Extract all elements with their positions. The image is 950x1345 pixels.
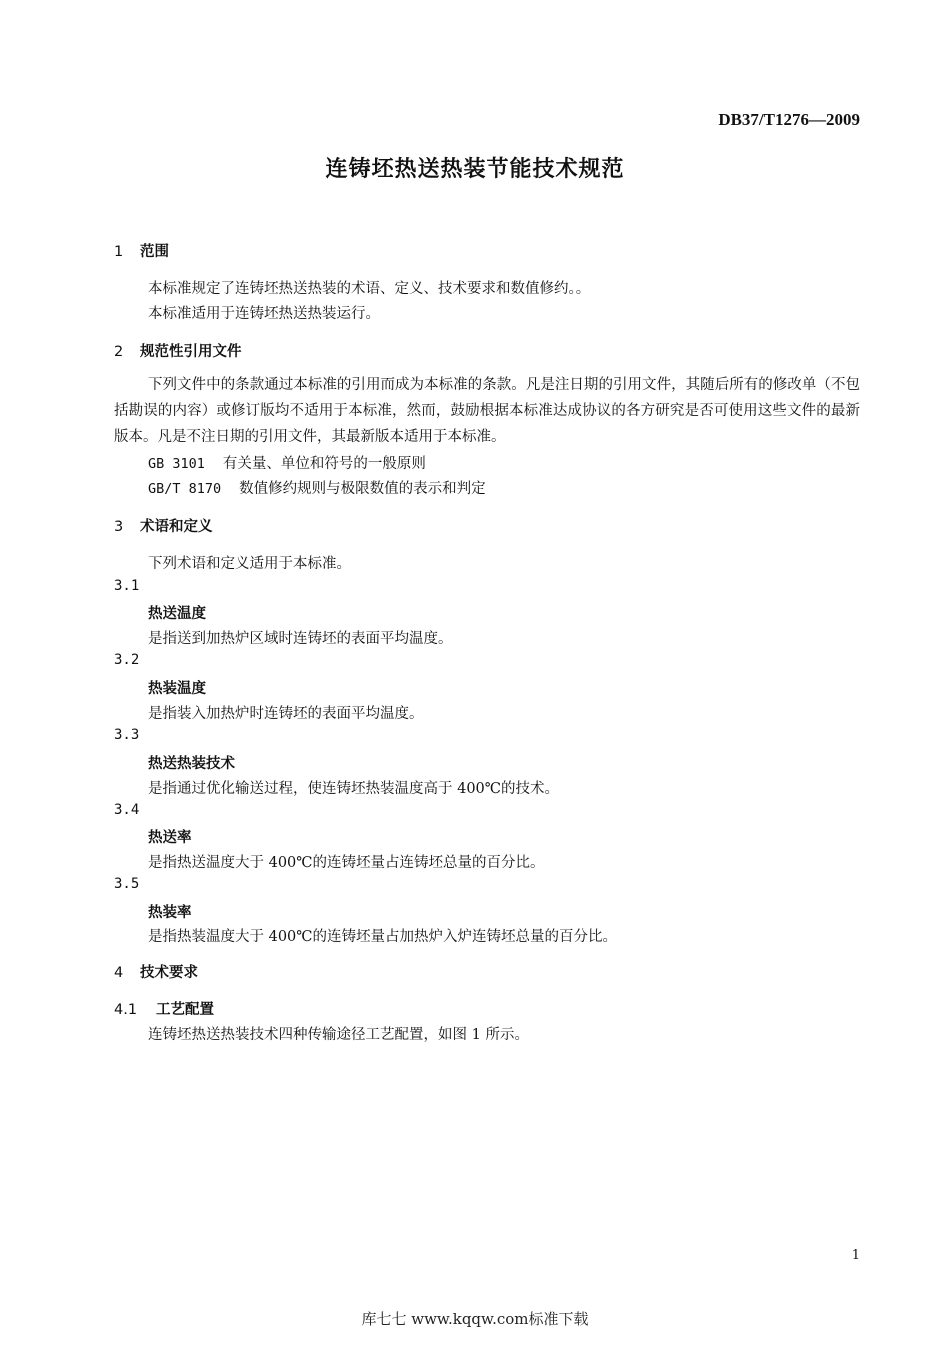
section-title: 规范性引用文件	[140, 344, 242, 360]
term-name: 热送热装技术	[148, 756, 235, 772]
term-name: 热装温度	[148, 681, 206, 697]
reference-code: GB 3101	[148, 456, 205, 472]
section-3-heading	[114, 515, 213, 536]
section-number: 4	[114, 965, 124, 981]
clause-number: 3.1	[114, 578, 140, 594]
term-name: 热送温度	[148, 606, 206, 622]
term-name: 热装率	[148, 905, 192, 921]
section-title: 技术要求	[140, 965, 198, 981]
section-4-heading	[114, 961, 198, 982]
paragraph: 本标准适用于连铸坯热送热装运行。	[148, 306, 380, 322]
subsection-4-1-heading	[114, 998, 214, 1019]
reference-name: 数值修约规则与极限数值的表示和判定	[239, 481, 486, 497]
clause-number: 3.3	[114, 727, 140, 743]
page-number: 1	[851, 1248, 860, 1263]
term-definition: 是指热送温度大于 400℃的连铸坯量占连铸坯总量的百分比。	[148, 855, 545, 871]
term-definition: 是指通过优化输送过程，使连铸坯热装温度高于 400℃的技术。	[148, 781, 560, 797]
reference-name: 有关量、单位和符号的一般原则	[222, 456, 426, 472]
term-name: 热送率	[148, 830, 192, 846]
download-footer: 库七七 www.kqqw.com标准下载	[361, 1310, 589, 1328]
section-2-heading	[114, 340, 242, 361]
reference-code: GB/T 8170	[148, 481, 222, 497]
standard-code: DB37/T1276—2009	[718, 110, 860, 129]
paragraph: 连铸坯热送热装技术四种传输途径工艺配置，如图 1 所示。	[148, 1027, 529, 1043]
clause-number: 3.5	[114, 876, 140, 892]
term-definition: 是指装入加热炉时连铸坯的表面平均温度。	[148, 706, 424, 722]
section-1-heading	[114, 240, 169, 261]
term-definition: 是指送到加热炉区域时连铸坯的表面平均温度。	[148, 631, 453, 647]
paragraph: 下列文件中的条款通过本标准的引用而成为本标准的条款。凡是注日期的引用文件，其随后所有的修改单（不包括勘误的内容）或修订版均不适用于本标准，然而，鼓励根据本标准达成协议的各方研究是否可使用这些文件的最新版本。凡是不注日期的引用文件，其最新版本适用于本标准。	[114, 377, 860, 445]
document-title: 连铸坯热送热装节能技术规范	[325, 157, 625, 182]
paragraph: 本标准规定了连铸坯热送热装的术语、定义、技术要求和数值修约。。	[148, 281, 591, 297]
term-definition: 是指热装温度大于 400℃的连铸坯量占加热炉入炉连铸坯总量的百分比。	[148, 929, 618, 945]
paragraph: 下列术语和定义适用于本标准。	[148, 556, 351, 572]
reference-item	[148, 477, 486, 498]
section-title: 范围	[140, 244, 169, 260]
clause-number: 3.4	[114, 802, 140, 818]
section-title: 术语和定义	[140, 519, 213, 535]
section-title: 工艺配置	[156, 1002, 214, 1018]
clause-number: 3.2	[114, 652, 140, 668]
section-number: 4.1	[114, 1002, 138, 1018]
reference-item	[148, 452, 426, 473]
section-number: 1	[114, 244, 124, 260]
section-number: 2	[114, 344, 124, 360]
section-number: 3	[114, 519, 124, 535]
